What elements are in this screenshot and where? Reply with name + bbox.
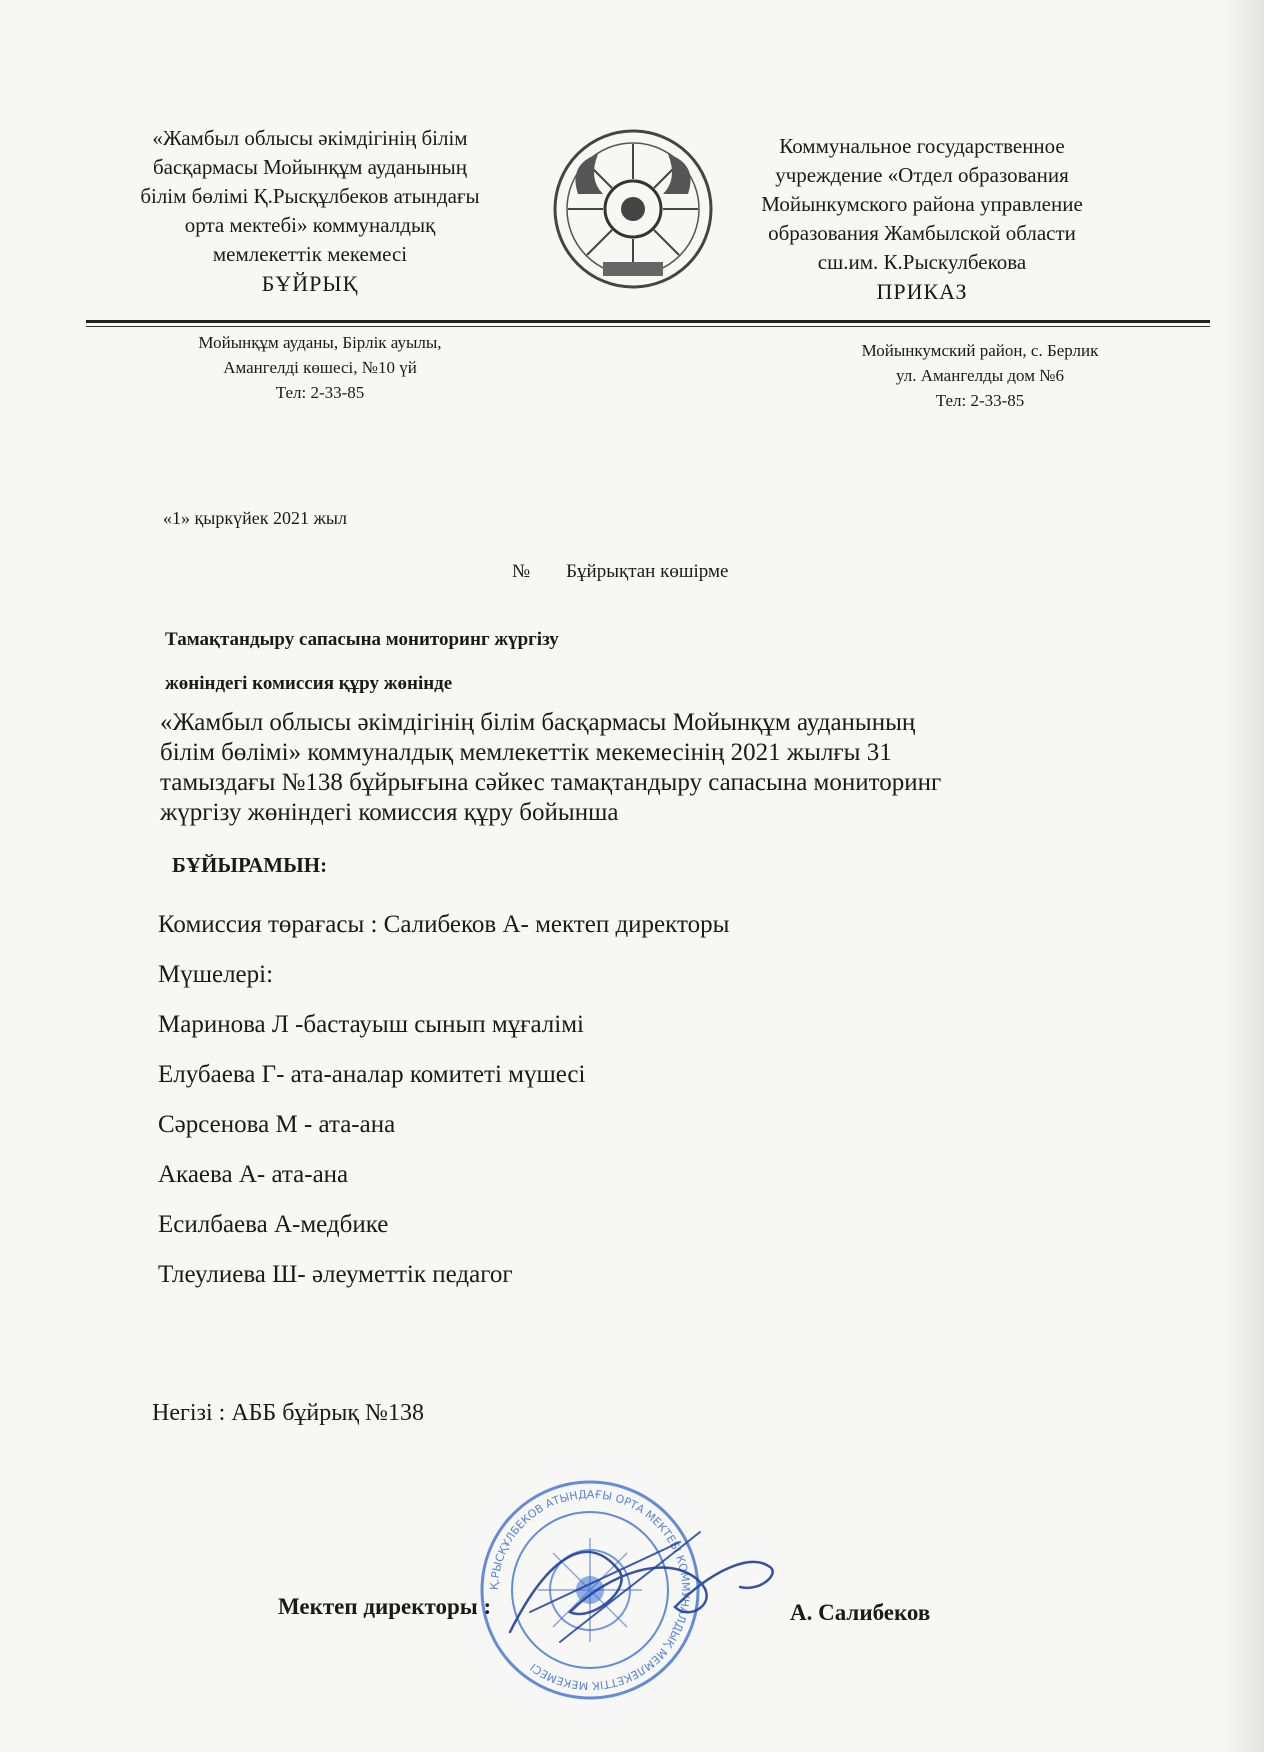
order-body [160, 708, 1120, 828]
member-item: Елубаева Г- ата-аналар комитеті мүшесі [158, 1061, 586, 1088]
header-divider-thin [86, 326, 1210, 327]
header-left-line: білім бөлімі Қ.Рысқұлбеков атындағы [140, 184, 480, 208]
header-left-line: «Жамбыл облысы әкімдігінің білім [152, 126, 468, 150]
body-line: жүргізу жөніндегі комиссия құру бойынша [160, 799, 619, 826]
body-line: тамыздағы №138 бұйрығына сәйкес тамақтандыру сапасына мониторинг [160, 769, 942, 796]
header-right-line: учреждение «Отдел образования [775, 163, 1069, 187]
header-right-title: ПРИКАЗ [876, 279, 968, 304]
header-right-russian [712, 132, 1132, 306]
address-line: Амангелді көшесі, №10 үй [223, 358, 417, 377]
members-label: Мүшелері: [158, 961, 274, 988]
stamp-ring-text: Қ.РЫСҚҰЛБЕКОВ АТЫНДАҒЫ ОРТА МЕКТЕБІ КОММУНАЛДЫҚ МЕМЛЕКЕТТІК МЕКЕМЕСІ [487, 1487, 693, 1693]
commission-list [158, 900, 729, 1300]
order-subject [165, 618, 559, 706]
handwritten-signature-icon [470, 1512, 790, 1662]
header-left-title: БҰЙРЫҚ [261, 271, 359, 296]
address-line: Тел: 2-33-85 [275, 383, 365, 402]
subject-line: жөніндегі комиссия құру жөнінде [165, 673, 453, 694]
member-item: Сәрсенова М - ата-ана [158, 1111, 396, 1138]
signatory-title: Мектеп директоры : [278, 1594, 492, 1619]
order-basis: Негізі : АББ бұйрық №138 [152, 1400, 424, 1426]
member-item: Есилбаева А-медбике [158, 1211, 389, 1238]
header-right-line: Коммунальное государственное [779, 134, 1065, 158]
header-left-line: орта мектебі» коммуналдық [184, 213, 436, 237]
address-line: Мойынкумский район, с. Берлик [861, 341, 1099, 360]
address-line: Мойынқұм ауданы, Бірлік ауылы, [198, 333, 442, 352]
header-divider [86, 320, 1210, 323]
order-date: «1» қыркүйек 2021 жыл [163, 508, 347, 528]
decree-heading: БҰЙЫРАМЫН: [172, 853, 328, 877]
order-copy-label: Бұйрықтан көшірме [566, 561, 729, 582]
header-right-line: образования Жамбылской области [768, 221, 1076, 245]
header-right-line: Мойынкумского района управление [761, 192, 1083, 216]
body-line: «Жамбыл облысы әкімдігінің білім басқармасы Мойынқұм ауданының [160, 709, 916, 736]
address-right [800, 338, 1160, 413]
address-left [150, 330, 490, 405]
member-item: Маринова Л -бастауыш сынып мұғалімі [158, 1011, 584, 1038]
order-number-label: № [512, 561, 531, 582]
scan-edge-shadow [1224, 0, 1264, 1752]
body-line: білім бөлімі» коммуналдық мемлекеттік мекемесінің 2021 жылғы 31 [160, 739, 892, 766]
header-left-kazakh [100, 124, 520, 298]
member-item: Тлеулиева Ш- әлеуметтік педагог [158, 1261, 513, 1288]
header-left-line: басқармасы Мойынқұм ауданының [152, 155, 468, 179]
commission-chair: Комиссия төрағасы : Салибеков А- мектеп директоры [158, 911, 730, 938]
member-item: Акаева А- ата-ана [158, 1161, 349, 1188]
subject-line: Тамақтандыру сапасына мониторинг жүргізу [165, 629, 559, 650]
state-emblem-icon [548, 124, 718, 294]
address-line: Тел: 2-33-85 [935, 391, 1025, 410]
address-line: ул. Амангелды дом №6 [896, 366, 1064, 385]
header-left-line: мемлекеттік мекемесі [212, 242, 408, 266]
header-right-line: сш.им. К.Рыскулбекова [817, 250, 1027, 274]
order-number-line [512, 561, 728, 583]
signatory-name: А. Салибеков [790, 1600, 931, 1625]
